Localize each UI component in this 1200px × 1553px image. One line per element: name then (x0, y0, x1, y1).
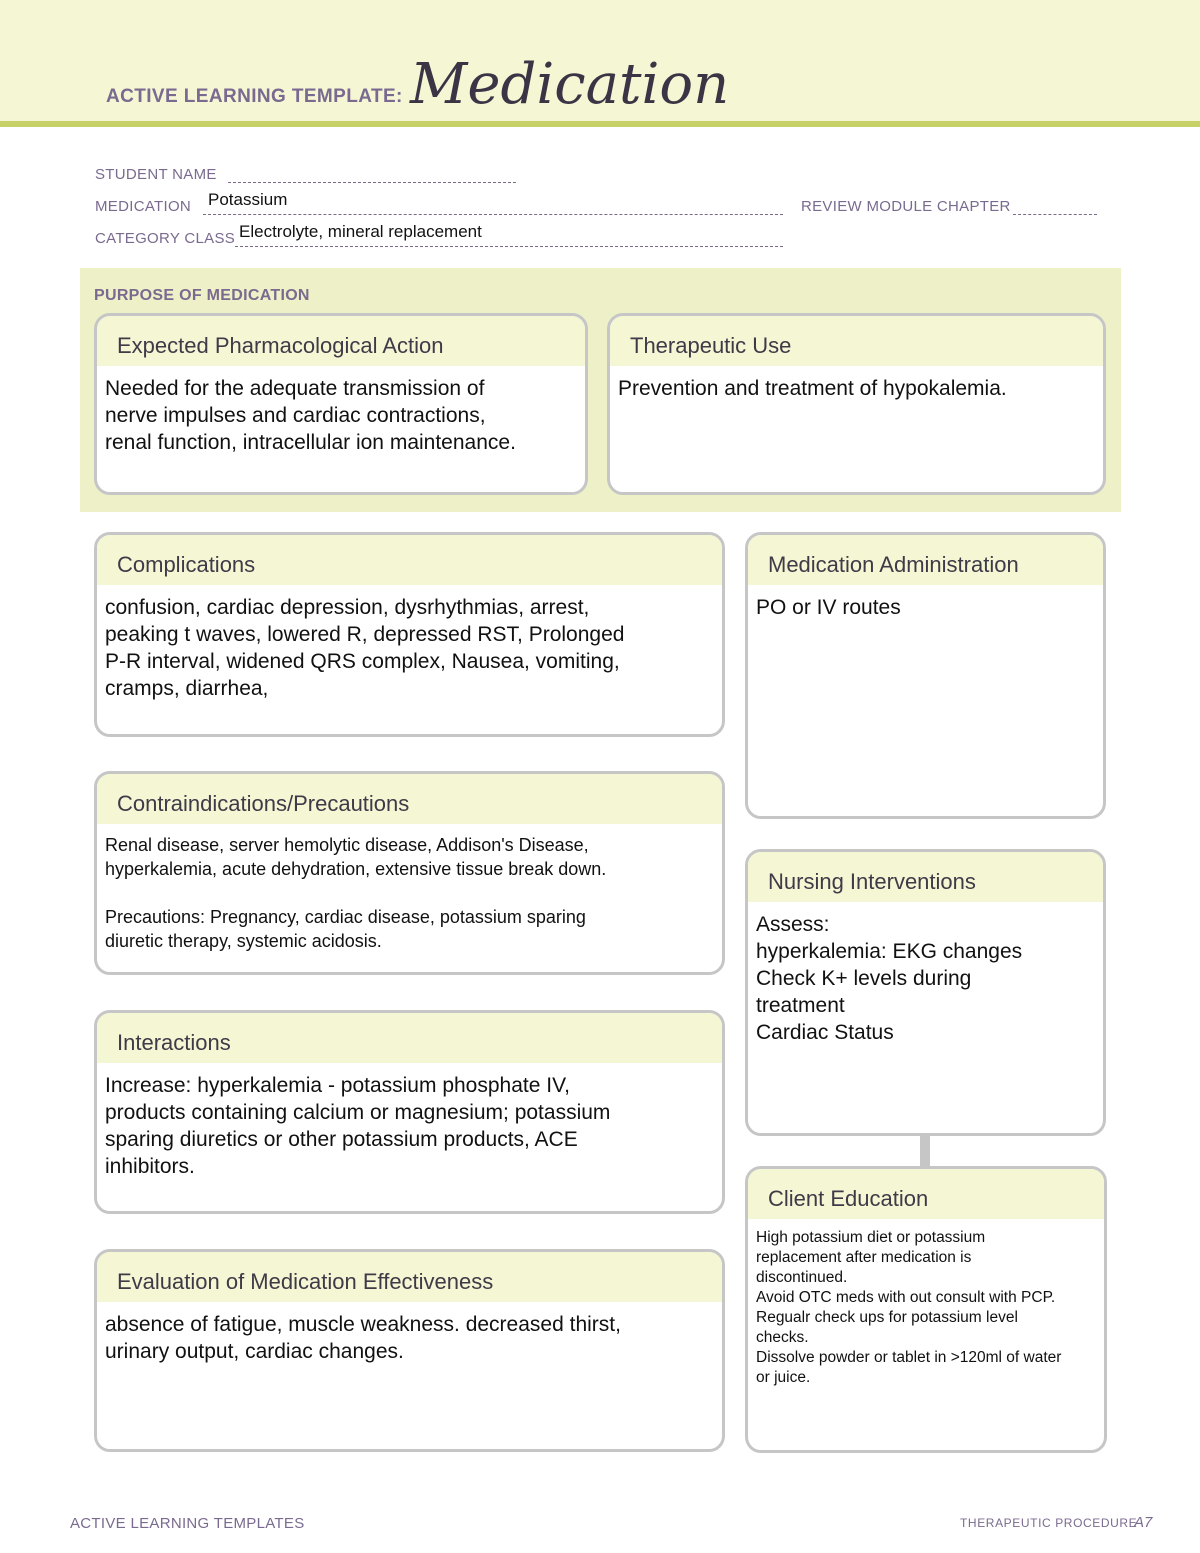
contraindications-title: Contraindications/Precautions (97, 774, 722, 824)
category-class-label: CATEGORY CLASS (95, 230, 236, 247)
medication-field[interactable]: Potassium (208, 190, 288, 209)
footer-page-number: A7 (1134, 1514, 1153, 1531)
client-education-card (745, 1166, 1107, 1453)
card-connector (920, 1133, 930, 1167)
interactions-card (94, 1010, 725, 1214)
expected-action-card (94, 313, 588, 495)
interactions-text: Increase: hyperkalemia - potassium phosphate IV, products containing calcium or magnesium; potassium sparing diuretics or other potassium products, ACE inhibitors. (105, 1074, 611, 1178)
nursing-interventions-title: Nursing Interventions (748, 852, 1103, 902)
nursing-interventions-card (745, 849, 1106, 1136)
review-module-line (1013, 213, 1097, 215)
expected-action-text: Needed for the adequate transmission of nerve impulses and cardiac contractions, renal function, intracellular ion maintenance. (105, 377, 516, 454)
student-name-label: STUDENT NAME (95, 166, 217, 183)
evaluation-text: absence of fatigue, muscle weakness. decreased thirst, urinary output, cardiac changes. (105, 1313, 621, 1363)
review-module-label: REVIEW MODULE CHAPTER (801, 198, 1011, 215)
interactions-title: Interactions (97, 1013, 722, 1063)
medication-administration-text: PO or IV routes (756, 596, 901, 619)
therapeutic-use-card (607, 313, 1106, 495)
footer-right: THERAPEUTIC PROCEDURE (960, 1516, 1138, 1530)
footer-left: ACTIVE LEARNING TEMPLATES (70, 1515, 305, 1532)
category-class-field[interactable]: Electrolyte, mineral replacement (239, 222, 482, 241)
therapeutic-use-text: Prevention and treatment of hypokalemia. (618, 377, 1007, 400)
template-title: Medication (410, 52, 730, 117)
medication-label: MEDICATION (95, 198, 192, 215)
contraindications-card (94, 771, 725, 975)
evaluation-card (94, 1249, 725, 1452)
header-rule (0, 121, 1200, 127)
client-education-title: Client Education (748, 1169, 1104, 1219)
student-name-line (228, 181, 516, 183)
complications-card (94, 532, 725, 737)
medication-administration-title: Medication Administration (748, 535, 1103, 585)
complications-text: confusion, cardiac depression, dysrhythmias, arrest, peaking t waves, lowered R, depressed RST, Prolonged P-R interval, widened QRS complex, Nausea, vomiting, cramps, diarrhea, (105, 596, 625, 700)
nursing-interventions-text: Assess: hyperkalemia: EKG changes Check K+ levels during treatment Cardiac Status (756, 913, 1023, 1044)
expected-action-title: Expected Pharmacological Action (97, 316, 585, 366)
complications-title: Complications (97, 535, 722, 585)
contraindications-text: Renal disease, server hemolytic disease, Addison's Disease, hyperkalemia, acute dehydration, extensive tissue break down. Precautions: Pregnancy, cardiac disease, potassium sparing diuretic therapy, systemic acidosis. (105, 835, 607, 951)
evaluation-title: Evaluation of Medication Effectiveness (97, 1252, 722, 1302)
medication-line (203, 213, 783, 215)
purpose-label: PURPOSE OF MEDICATION (94, 287, 310, 304)
medication-administration-card (745, 532, 1106, 819)
therapeutic-use-title: Therapeutic Use (610, 316, 1103, 366)
client-education-text: High potassium diet or potassium replacement after medication is discontinued. Avoid OTC meds with out consult with PCP. Regualr check ups for potassium level checks. Dissolve powder or tablet in >120ml of water or juice. (756, 1229, 1062, 1386)
category-class-line (235, 245, 783, 247)
template-label: ACTIVE LEARNING TEMPLATE: (106, 86, 403, 107)
